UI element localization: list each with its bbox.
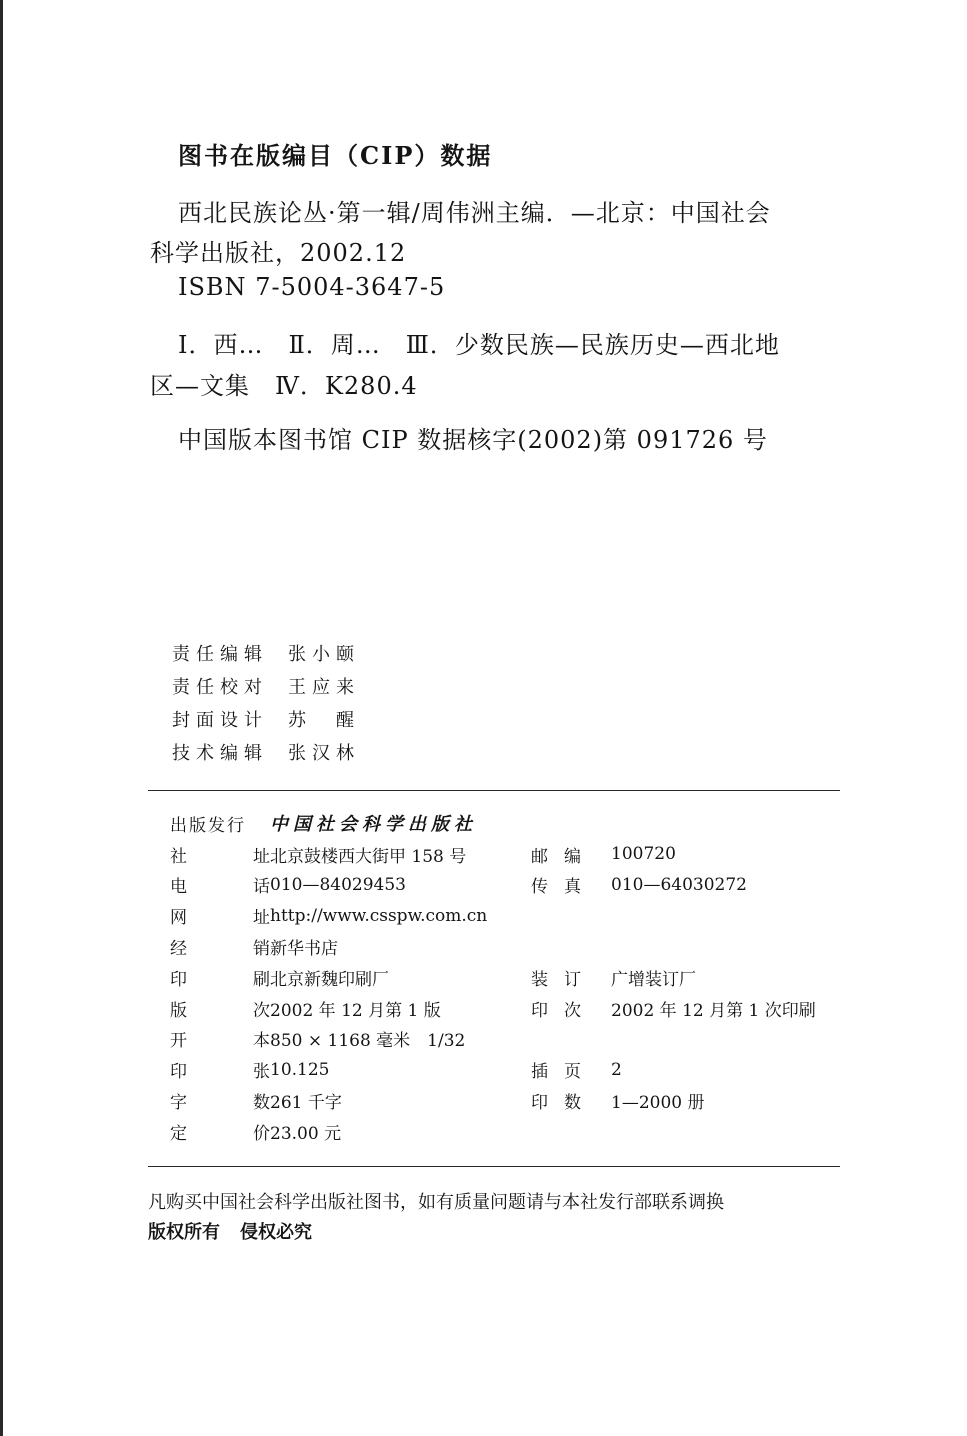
pub-info-row (170, 839, 840, 870)
pub-field-value: 23.00 元 (270, 1123, 342, 1144)
pub-info-row (170, 1085, 840, 1116)
scan-edge-line (0, 0, 3, 1436)
pub-info-row (170, 931, 840, 962)
pub-label-char: 传 (531, 877, 548, 898)
pub-field-value: 261 千字 (270, 1093, 342, 1114)
cip-line-1: 西北民族论丛·第一辑/周伟洲主编．—北京：中国社会 (178, 199, 771, 227)
credit-row (172, 640, 360, 673)
pub-label-char: 印 (170, 1062, 187, 1083)
top-divider (148, 790, 840, 791)
credit-label: 技术编辑 (172, 743, 268, 764)
cip-line-2: 科学出版社，2002.12 (150, 239, 407, 267)
publisher-label: 出版发行 (170, 815, 246, 836)
pub-label-char: 刷 (253, 969, 270, 990)
pub-field-value: 850 × 1168 毫米 1/32 (270, 1031, 466, 1052)
credit-label: 责任校对 (172, 677, 268, 698)
cip-line-5: 区—文集 Ⅳ．K280.4 (150, 372, 418, 400)
pub-field-value: 010—84029453 (270, 874, 406, 895)
pub-info-row (170, 993, 840, 1024)
pub-label-char: 页 (564, 1062, 581, 1083)
pub-label-char: 价 (253, 1123, 270, 1144)
pub-field-label (170, 1088, 270, 1113)
pub-label-char: 定 (170, 1123, 187, 1144)
pub-field-value: http://www.csspw.com.cn (270, 905, 488, 926)
pub-field-value: 2002 年 12 月第 1 版 (270, 1000, 441, 1021)
pub-field-label (170, 996, 270, 1021)
pub-label-char: 电 (170, 877, 187, 898)
pub-label-char: 销 (253, 939, 270, 960)
publisher-row (170, 808, 840, 839)
pub-field-label (170, 965, 270, 990)
pub-info-row (170, 962, 840, 993)
pub-label-char: 插 (531, 1062, 548, 1083)
pub-label-char: 张 (253, 1062, 270, 1083)
pub-field-value-2: 010—64030272 (611, 874, 747, 895)
pub-label-char: 开 (170, 1031, 187, 1052)
return-notice: 凡购买中国社会科学出版社图书，如有质量问题请与本社发行部联系调换 (148, 1192, 724, 1213)
pub-field-label (170, 872, 270, 897)
pub-label-char: 址 (253, 908, 270, 929)
pub-field-label-2 (531, 996, 581, 1021)
publisher-name: 中国社会科学出版社 (270, 814, 477, 836)
credit-value: 王应来 (288, 677, 360, 698)
pub-label-char: 印 (170, 969, 187, 990)
pub-label-char: 印 (531, 1093, 548, 1114)
credit-label: 封面设计 (172, 710, 268, 731)
copyright-notice (148, 1218, 332, 1244)
pub-label-char: 数 (253, 1093, 270, 1114)
pub-info-row (170, 900, 840, 931)
pub-field-label-2 (531, 1088, 581, 1113)
pub-field-value-2: 广增装订厂 (611, 969, 696, 990)
pub-label-char: 邮 (531, 846, 548, 867)
pub-info-row (170, 870, 840, 901)
pub-field-label (170, 1119, 270, 1144)
pub-label-char: 订 (564, 969, 581, 990)
pub-field-value-2: 2 (611, 1059, 622, 1080)
pub-label-char: 装 (531, 969, 548, 990)
pub-field-value-2: 2002 年 12 月第 1 次印刷 (611, 1000, 816, 1021)
pub-field-value: 北京鼓楼西大街甲 158 号 (270, 846, 467, 867)
credits-list (172, 640, 360, 772)
pub-label-char: 数 (564, 1093, 581, 1114)
credit-row (172, 706, 360, 739)
infringement-warning: 侵权必究 (240, 1222, 312, 1243)
credit-value: 张小颐 (288, 644, 360, 665)
publication-table (170, 808, 840, 1147)
pub-label-char: 经 (170, 939, 187, 960)
pub-field-label (170, 903, 270, 928)
cip-line-6: 中国版本图书馆 CIP 数据核字(2002)第 091726 号 (178, 426, 768, 454)
pub-label-char: 版 (170, 1000, 187, 1021)
pub-field-label-2 (531, 842, 581, 867)
pub-field-value: 新华书店 (270, 939, 338, 960)
pub-info-row (170, 1116, 840, 1147)
pub-label-char: 真 (564, 877, 581, 898)
cip-line-4: Ⅰ．西… Ⅱ．周… Ⅲ．少数民族—民族历史—西北地 (178, 331, 780, 359)
credit-value: 张汉林 (288, 743, 360, 764)
pub-label-char: 网 (170, 908, 187, 929)
pub-field-value-2: 100720 (611, 844, 676, 865)
pub-field-label (170, 934, 270, 959)
pub-field-value: 北京新魏印刷厂 (270, 969, 389, 990)
credit-row (172, 673, 360, 706)
pub-label-char: 字 (170, 1093, 187, 1114)
pub-field-label (170, 1026, 270, 1051)
cip-isbn: ISBN 7-5004-3647-5 (178, 273, 446, 301)
pub-field-value: 10.125 (270, 1059, 330, 1080)
pub-label-char: 印 (531, 1000, 548, 1021)
rights-reserved: 版权所有 (148, 1222, 220, 1243)
pub-field-label-2 (531, 1057, 581, 1082)
cip-title: 图书在版编目（CIP）数据 (178, 141, 493, 170)
pub-info-row (170, 1024, 840, 1055)
pub-field-label-2 (531, 965, 581, 990)
pub-field-label-2 (531, 872, 581, 897)
pub-label-char: 次 (564, 1000, 581, 1021)
pub-info-row (170, 1054, 840, 1085)
pub-label-char: 次 (253, 1000, 270, 1021)
pub-field-label (170, 1057, 270, 1082)
pub-label-char: 社 (170, 846, 187, 867)
bottom-divider (148, 1166, 840, 1167)
credit-value: 苏 醒 (288, 710, 360, 731)
pub-label-char: 址 (253, 846, 270, 867)
pub-label-char: 话 (253, 877, 270, 898)
pub-field-label (170, 842, 270, 867)
pub-label-char: 本 (253, 1031, 270, 1052)
credit-label: 责任编辑 (172, 644, 268, 665)
pub-field-value-2: 1—2000 册 (611, 1093, 705, 1114)
pub-label-char: 编 (564, 846, 581, 867)
credit-row (172, 739, 360, 772)
